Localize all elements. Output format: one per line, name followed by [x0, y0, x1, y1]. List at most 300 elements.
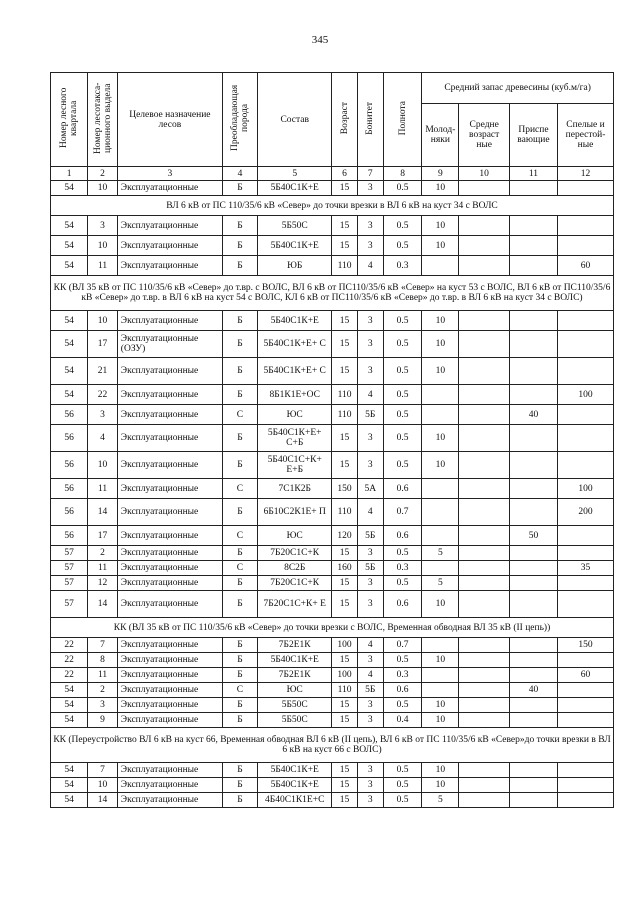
table-cell: Б	[222, 638, 257, 653]
table-cell: 17	[88, 331, 118, 358]
table-cell: 7Б20С1С+К+ Е	[257, 591, 331, 618]
table-cell: 3	[357, 546, 383, 561]
table-row	[51, 311, 614, 331]
table-cell	[459, 561, 509, 576]
table-cell: Эксплуатационные	[117, 713, 222, 728]
table-cell: Эксплуатационные	[117, 793, 222, 808]
table-cell	[558, 358, 614, 385]
table-cell: Б	[222, 385, 257, 405]
table-cell: 15	[332, 713, 357, 728]
table-cell: Эксплуатационные	[117, 698, 222, 713]
table-cell: С	[222, 405, 257, 425]
table-cell: Эксплуатационные	[117, 256, 222, 276]
table-cell	[459, 576, 509, 591]
table-row	[51, 479, 614, 499]
section-title: КК (Переустройство ВЛ 6 кВ на куст 66, Временная обводная ВЛ 6 кВ (II цепь), ВЛ 6 кВ от ПС 110/35/6 кВ «Север»до точки врезки в ВЛ 6 кВ на куст 66 с ВОЛС)	[51, 728, 614, 763]
table-cell	[459, 683, 509, 698]
table-cell: 17	[88, 526, 118, 546]
table-cell	[459, 452, 509, 479]
section-title: КК (ВЛ 35 кВ от ПС 110/35/6 кВ «Север» до т.вр. с ВОЛС, ВЛ 6 кВ от ПС110/35/6 кВ «Север» на куст 53 с ВОЛС, ВЛ 6 кВ от ПС110/35/6 кВ «Север» до т.вр. в ВЛ 6 кВ на куст 54 с ВОЛС, КЛ 6 кВ от ПС110/35/6 кВ «Север» до т.вр. в ВЛ 6 кВ на куст 34 с ВОЛС)	[51, 276, 614, 311]
table-cell: 4Б40С1К1Е+С	[257, 793, 331, 808]
table-cell: 56	[51, 479, 88, 499]
header-kvartal: Номер лесного квартала	[51, 73, 88, 167]
table-cell: 5Б	[357, 405, 383, 425]
table-cell	[558, 713, 614, 728]
table-cell	[459, 591, 509, 618]
table-cell: 5Б40С1С+К+ Е+Б	[257, 452, 331, 479]
header-purpose: Целевое назначение лесов	[117, 73, 222, 167]
table-cell	[509, 793, 557, 808]
table-cell: 14	[88, 793, 118, 808]
table-cell	[459, 479, 509, 499]
table-cell: 0.3	[383, 668, 421, 683]
table-cell	[558, 236, 614, 256]
table-cell: Б	[222, 591, 257, 618]
header-mature: Спелые и перестой-ные	[558, 104, 614, 167]
table-cell: 56	[51, 405, 88, 425]
table-cell	[509, 591, 557, 618]
table-cell: 6Б10С2К1Е+ П	[257, 499, 331, 526]
table-cell: 7С1К2Б	[257, 479, 331, 499]
table-cell	[459, 216, 509, 236]
table-cell: Б	[222, 778, 257, 793]
table-row	[51, 331, 614, 358]
table-cell: 5Б	[357, 526, 383, 546]
table-row	[51, 698, 614, 713]
table-cell: 5Б	[357, 561, 383, 576]
table-cell: 54	[51, 216, 88, 236]
table-cell: 5Б40С1К+Е	[257, 763, 331, 778]
table-cell: 56	[51, 452, 88, 479]
table-cell: 4	[357, 668, 383, 683]
table-cell: Эксплуатационные	[117, 236, 222, 256]
table-cell: Эксплуатационные	[117, 576, 222, 591]
table-cell: 5Б50С	[257, 713, 331, 728]
table-cell: 54	[51, 698, 88, 713]
table-cell: 10	[422, 452, 459, 479]
table-cell: 0.5	[383, 793, 421, 808]
table-cell: 10	[422, 653, 459, 668]
table-cell: 3	[357, 713, 383, 728]
table-cell: Эксплуатационные	[117, 668, 222, 683]
table-cell: 3	[357, 181, 383, 196]
table-cell: 35	[558, 561, 614, 576]
table-cell: Б	[222, 331, 257, 358]
table-cell	[558, 698, 614, 713]
table-cell	[509, 425, 557, 452]
table-cell: 40	[509, 683, 557, 698]
table-cell: 10	[422, 425, 459, 452]
table-cell: Эксплуатационные	[117, 311, 222, 331]
table-cell: 15	[332, 311, 357, 331]
table-cell: 5Б40С1К+Е+ С	[257, 358, 331, 385]
table-cell: 5Б50С	[257, 698, 331, 713]
table-cell: 7Б20С1С+К	[257, 576, 331, 591]
table-cell	[422, 405, 459, 425]
header-age: Возраст	[332, 73, 357, 167]
table-cell: 5	[422, 546, 459, 561]
table-cell: 60	[558, 256, 614, 276]
table-cell	[459, 668, 509, 683]
table-cell	[558, 546, 614, 561]
table-cell: 3	[357, 216, 383, 236]
table-cell: 3	[357, 425, 383, 452]
table-cell	[509, 576, 557, 591]
table-cell: 0.7	[383, 499, 421, 526]
table-cell: 4	[357, 385, 383, 405]
table-cell: 15	[332, 591, 357, 618]
table-cell: 0.5	[383, 385, 421, 405]
table-cell: 0.5	[383, 778, 421, 793]
table-cell: С	[222, 683, 257, 698]
section-title: КК (ВЛ 35 кВ от ПС 110/35/6 кВ «Север» до точки врезки с ВОЛС, Временная обводная ВЛ 35 кВ (II цепь))	[51, 618, 614, 638]
table-row	[51, 181, 614, 196]
table-cell	[459, 638, 509, 653]
table-cell: 10	[422, 698, 459, 713]
table-cell: 0.5	[383, 405, 421, 425]
column-number: 10	[459, 167, 509, 181]
table-cell	[459, 405, 509, 425]
table-cell: Б	[222, 546, 257, 561]
header-reserve-group: Средний запас древесины (куб.м/га)	[422, 73, 614, 104]
table-cell: Эксплуатационные	[117, 405, 222, 425]
table-cell: 15	[332, 358, 357, 385]
table-cell: 54	[51, 793, 88, 808]
table-row	[51, 561, 614, 576]
table-cell	[459, 256, 509, 276]
table-cell: Б	[222, 763, 257, 778]
table-cell	[459, 385, 509, 405]
table-cell	[509, 561, 557, 576]
table-cell: Б	[222, 576, 257, 591]
table-cell: Б	[222, 358, 257, 385]
table-cell: 3	[357, 358, 383, 385]
table-row	[51, 638, 614, 653]
table-cell: Б	[222, 668, 257, 683]
table-cell: ЮС	[257, 526, 331, 546]
table-cell: 0.3	[383, 256, 421, 276]
table-cell	[422, 499, 459, 526]
table-cell: Б	[222, 452, 257, 479]
table-cell: 10	[422, 763, 459, 778]
table-cell: 2	[88, 546, 118, 561]
table-cell: 3	[357, 763, 383, 778]
table-cell: 15	[332, 181, 357, 196]
table-row	[51, 526, 614, 546]
table-cell: 150	[558, 638, 614, 653]
table-row	[51, 591, 614, 618]
table-row	[51, 499, 614, 526]
table-cell: 3	[357, 698, 383, 713]
table-row	[51, 763, 614, 778]
table-cell	[509, 385, 557, 405]
table-cell: Б	[222, 698, 257, 713]
table-cell: 15	[332, 425, 357, 452]
section-row	[51, 618, 614, 638]
table-row	[51, 576, 614, 591]
table-cell: 15	[332, 546, 357, 561]
table-cell: 10	[88, 181, 118, 196]
table-cell: 4	[357, 256, 383, 276]
table-cell: 0.4	[383, 713, 421, 728]
table-cell: 57	[51, 561, 88, 576]
table-cell	[459, 546, 509, 561]
table-cell: 0.6	[383, 479, 421, 499]
table-cell: 14	[88, 499, 118, 526]
table-cell: 54	[51, 713, 88, 728]
table-cell: Б	[222, 256, 257, 276]
table-cell: 9	[88, 713, 118, 728]
table-cell: 110	[332, 499, 357, 526]
table-cell	[509, 653, 557, 668]
table-cell: 15	[332, 763, 357, 778]
table-cell	[509, 331, 557, 358]
table-cell: 0.5	[383, 216, 421, 236]
table-cell: 8С2Б	[257, 561, 331, 576]
table-cell: 54	[51, 311, 88, 331]
table-cell: Б	[222, 425, 257, 452]
forest-table	[50, 72, 614, 808]
table-cell: Эксплуатационные	[117, 216, 222, 236]
table-cell	[459, 763, 509, 778]
table-cell: 0.5	[383, 698, 421, 713]
table-cell: 11	[88, 668, 118, 683]
table-cell: 54	[51, 385, 88, 405]
column-number: 4	[222, 167, 257, 181]
table-cell: Эксплуатационные	[117, 479, 222, 499]
table-cell: 3	[88, 405, 118, 425]
table-cell: Б	[222, 216, 257, 236]
table-cell: 54	[51, 256, 88, 276]
table-cell: 160	[332, 561, 357, 576]
table-cell: Эксплуатационные	[117, 778, 222, 793]
table-cell: Эксплуатационные	[117, 546, 222, 561]
section-row	[51, 276, 614, 311]
table-cell: 57	[51, 576, 88, 591]
table-cell: 8	[88, 653, 118, 668]
table-cell	[509, 256, 557, 276]
header-composition: Состав	[257, 73, 331, 167]
table-cell: 3	[357, 591, 383, 618]
table-cell: 0.5	[383, 181, 421, 196]
table-cell: Эксплуатационные	[117, 499, 222, 526]
table-cell	[558, 576, 614, 591]
table-cell: 5Б40С1К+Е	[257, 181, 331, 196]
table-cell: 3	[357, 452, 383, 479]
table-cell: 15	[332, 778, 357, 793]
column-number: 8	[383, 167, 421, 181]
table-cell	[422, 526, 459, 546]
table-cell	[459, 653, 509, 668]
table-cell: 0.7	[383, 638, 421, 653]
table-cell: 0.5	[383, 236, 421, 256]
table-row	[51, 358, 614, 385]
table-cell: Б	[222, 236, 257, 256]
table-cell: 5Б40С1К+Е	[257, 236, 331, 256]
table-cell: 5Б40С1К+Е	[257, 311, 331, 331]
table-cell: 3	[357, 793, 383, 808]
table-cell	[459, 499, 509, 526]
table-cell: 5Б50С	[257, 216, 331, 236]
table-cell: Эксплуатационные	[117, 358, 222, 385]
table-cell: 57	[51, 591, 88, 618]
table-cell	[558, 793, 614, 808]
table-cell: ЮС	[257, 405, 331, 425]
table-cell	[459, 526, 509, 546]
table-row	[51, 405, 614, 425]
table-cell: Эксплуатационные	[117, 526, 222, 546]
table-cell: 0.5	[383, 452, 421, 479]
table-cell	[459, 358, 509, 385]
table-cell: 110	[332, 405, 357, 425]
table-cell: 5	[422, 793, 459, 808]
table-cell: 100	[332, 638, 357, 653]
table-cell: 54	[51, 358, 88, 385]
table-cell: Эксплуатационные	[117, 591, 222, 618]
table-cell: 15	[332, 698, 357, 713]
table-row	[51, 653, 614, 668]
table-cell: 5	[422, 576, 459, 591]
table-cell: 15	[332, 236, 357, 256]
table-cell: 2	[88, 683, 118, 698]
column-number: 2	[88, 167, 118, 181]
table-cell: 4	[357, 638, 383, 653]
column-number: 11	[509, 167, 557, 181]
column-number: 9	[422, 167, 459, 181]
table-cell: 11	[88, 256, 118, 276]
table-cell	[558, 763, 614, 778]
table-cell: Эксплуатационные	[117, 452, 222, 479]
table-cell: 5Б40С1К+Е+ С	[257, 331, 331, 358]
table-cell: 10	[88, 778, 118, 793]
table-cell: 3	[357, 653, 383, 668]
table-cell: 10	[88, 311, 118, 331]
table-row	[51, 778, 614, 793]
header-middle: Средне возраст ные	[459, 104, 509, 167]
table-cell: 57	[51, 546, 88, 561]
table-cell: 100	[332, 668, 357, 683]
table-cell: 0.5	[383, 331, 421, 358]
table-cell: 60	[558, 668, 614, 683]
table-cell: 54	[51, 331, 88, 358]
table-cell: 10	[422, 591, 459, 618]
table-cell: Б	[222, 311, 257, 331]
table-cell: 7	[88, 763, 118, 778]
table-row	[51, 713, 614, 728]
table-cell	[558, 653, 614, 668]
table-cell	[558, 778, 614, 793]
table-cell	[459, 236, 509, 256]
table-cell: Эксплуатационные	[117, 638, 222, 653]
table-cell: 12	[88, 576, 118, 591]
table-cell: 54	[51, 683, 88, 698]
table-cell	[459, 181, 509, 196]
table-cell	[509, 668, 557, 683]
table-cell: 54	[51, 181, 88, 196]
table-cell: 56	[51, 499, 88, 526]
table-cell: 15	[332, 331, 357, 358]
header-species: Преобладающая порода	[222, 73, 257, 167]
table-cell: 3	[88, 698, 118, 713]
table-cell	[459, 425, 509, 452]
table-cell: 15	[332, 576, 357, 591]
table-row	[51, 216, 614, 236]
table-cell	[459, 778, 509, 793]
table-cell: С	[222, 561, 257, 576]
table-cell: 22	[51, 638, 88, 653]
table-cell: 10	[422, 778, 459, 793]
table-cell: 120	[332, 526, 357, 546]
table-cell: 10	[88, 236, 118, 256]
table-cell	[558, 216, 614, 236]
table-cell	[509, 479, 557, 499]
table-row	[51, 793, 614, 808]
table-cell: 0.5	[383, 546, 421, 561]
header-ripening: Приспе вающие	[509, 104, 557, 167]
table-cell: 14	[88, 591, 118, 618]
table-cell: 54	[51, 778, 88, 793]
table-cell	[509, 311, 557, 331]
table-cell: 15	[332, 793, 357, 808]
table-cell: Эксплуатационные	[117, 683, 222, 698]
table-row	[51, 668, 614, 683]
table-cell	[422, 683, 459, 698]
table-cell	[558, 591, 614, 618]
table-cell	[459, 698, 509, 713]
table-cell: Б	[222, 713, 257, 728]
table-cell: 5Б40С1К+Е+ С+Б	[257, 425, 331, 452]
table-cell: Б	[222, 181, 257, 196]
table-body	[51, 181, 614, 808]
table-cell: 7	[88, 638, 118, 653]
table-cell	[459, 713, 509, 728]
page-number: 345	[311, 34, 329, 46]
table-cell: 3	[357, 778, 383, 793]
table-cell	[558, 181, 614, 196]
table-cell	[509, 698, 557, 713]
table-cell: Эксплуатационные (ОЗУ)	[117, 331, 222, 358]
table-cell	[509, 181, 557, 196]
table-cell: Б	[222, 793, 257, 808]
table-cell	[558, 405, 614, 425]
table-cell: 15	[332, 452, 357, 479]
table-cell: Эксплуатационные	[117, 561, 222, 576]
table-cell: 7Б20С1С+К	[257, 546, 331, 561]
table-cell: 0.5	[383, 311, 421, 331]
table-row	[51, 385, 614, 405]
table-cell: 10	[422, 181, 459, 196]
table-cell	[509, 546, 557, 561]
table-cell: 10	[422, 713, 459, 728]
table-cell: 3	[88, 216, 118, 236]
table-cell	[558, 526, 614, 546]
table-cell: 15	[332, 216, 357, 236]
table-cell	[558, 311, 614, 331]
table-cell: Эксплуатационные	[117, 425, 222, 452]
column-number: 6	[332, 167, 357, 181]
table-cell: 21	[88, 358, 118, 385]
column-number: 5	[257, 167, 331, 181]
table-cell: 3	[357, 576, 383, 591]
table-cell	[422, 479, 459, 499]
table-cell: 54	[51, 763, 88, 778]
table-cell: Б	[222, 653, 257, 668]
table-cell: 4	[357, 499, 383, 526]
table-cell: 0.5	[383, 576, 421, 591]
table-row	[51, 452, 614, 479]
table-cell: 7Б2Е1К	[257, 638, 331, 653]
table-cell	[509, 763, 557, 778]
